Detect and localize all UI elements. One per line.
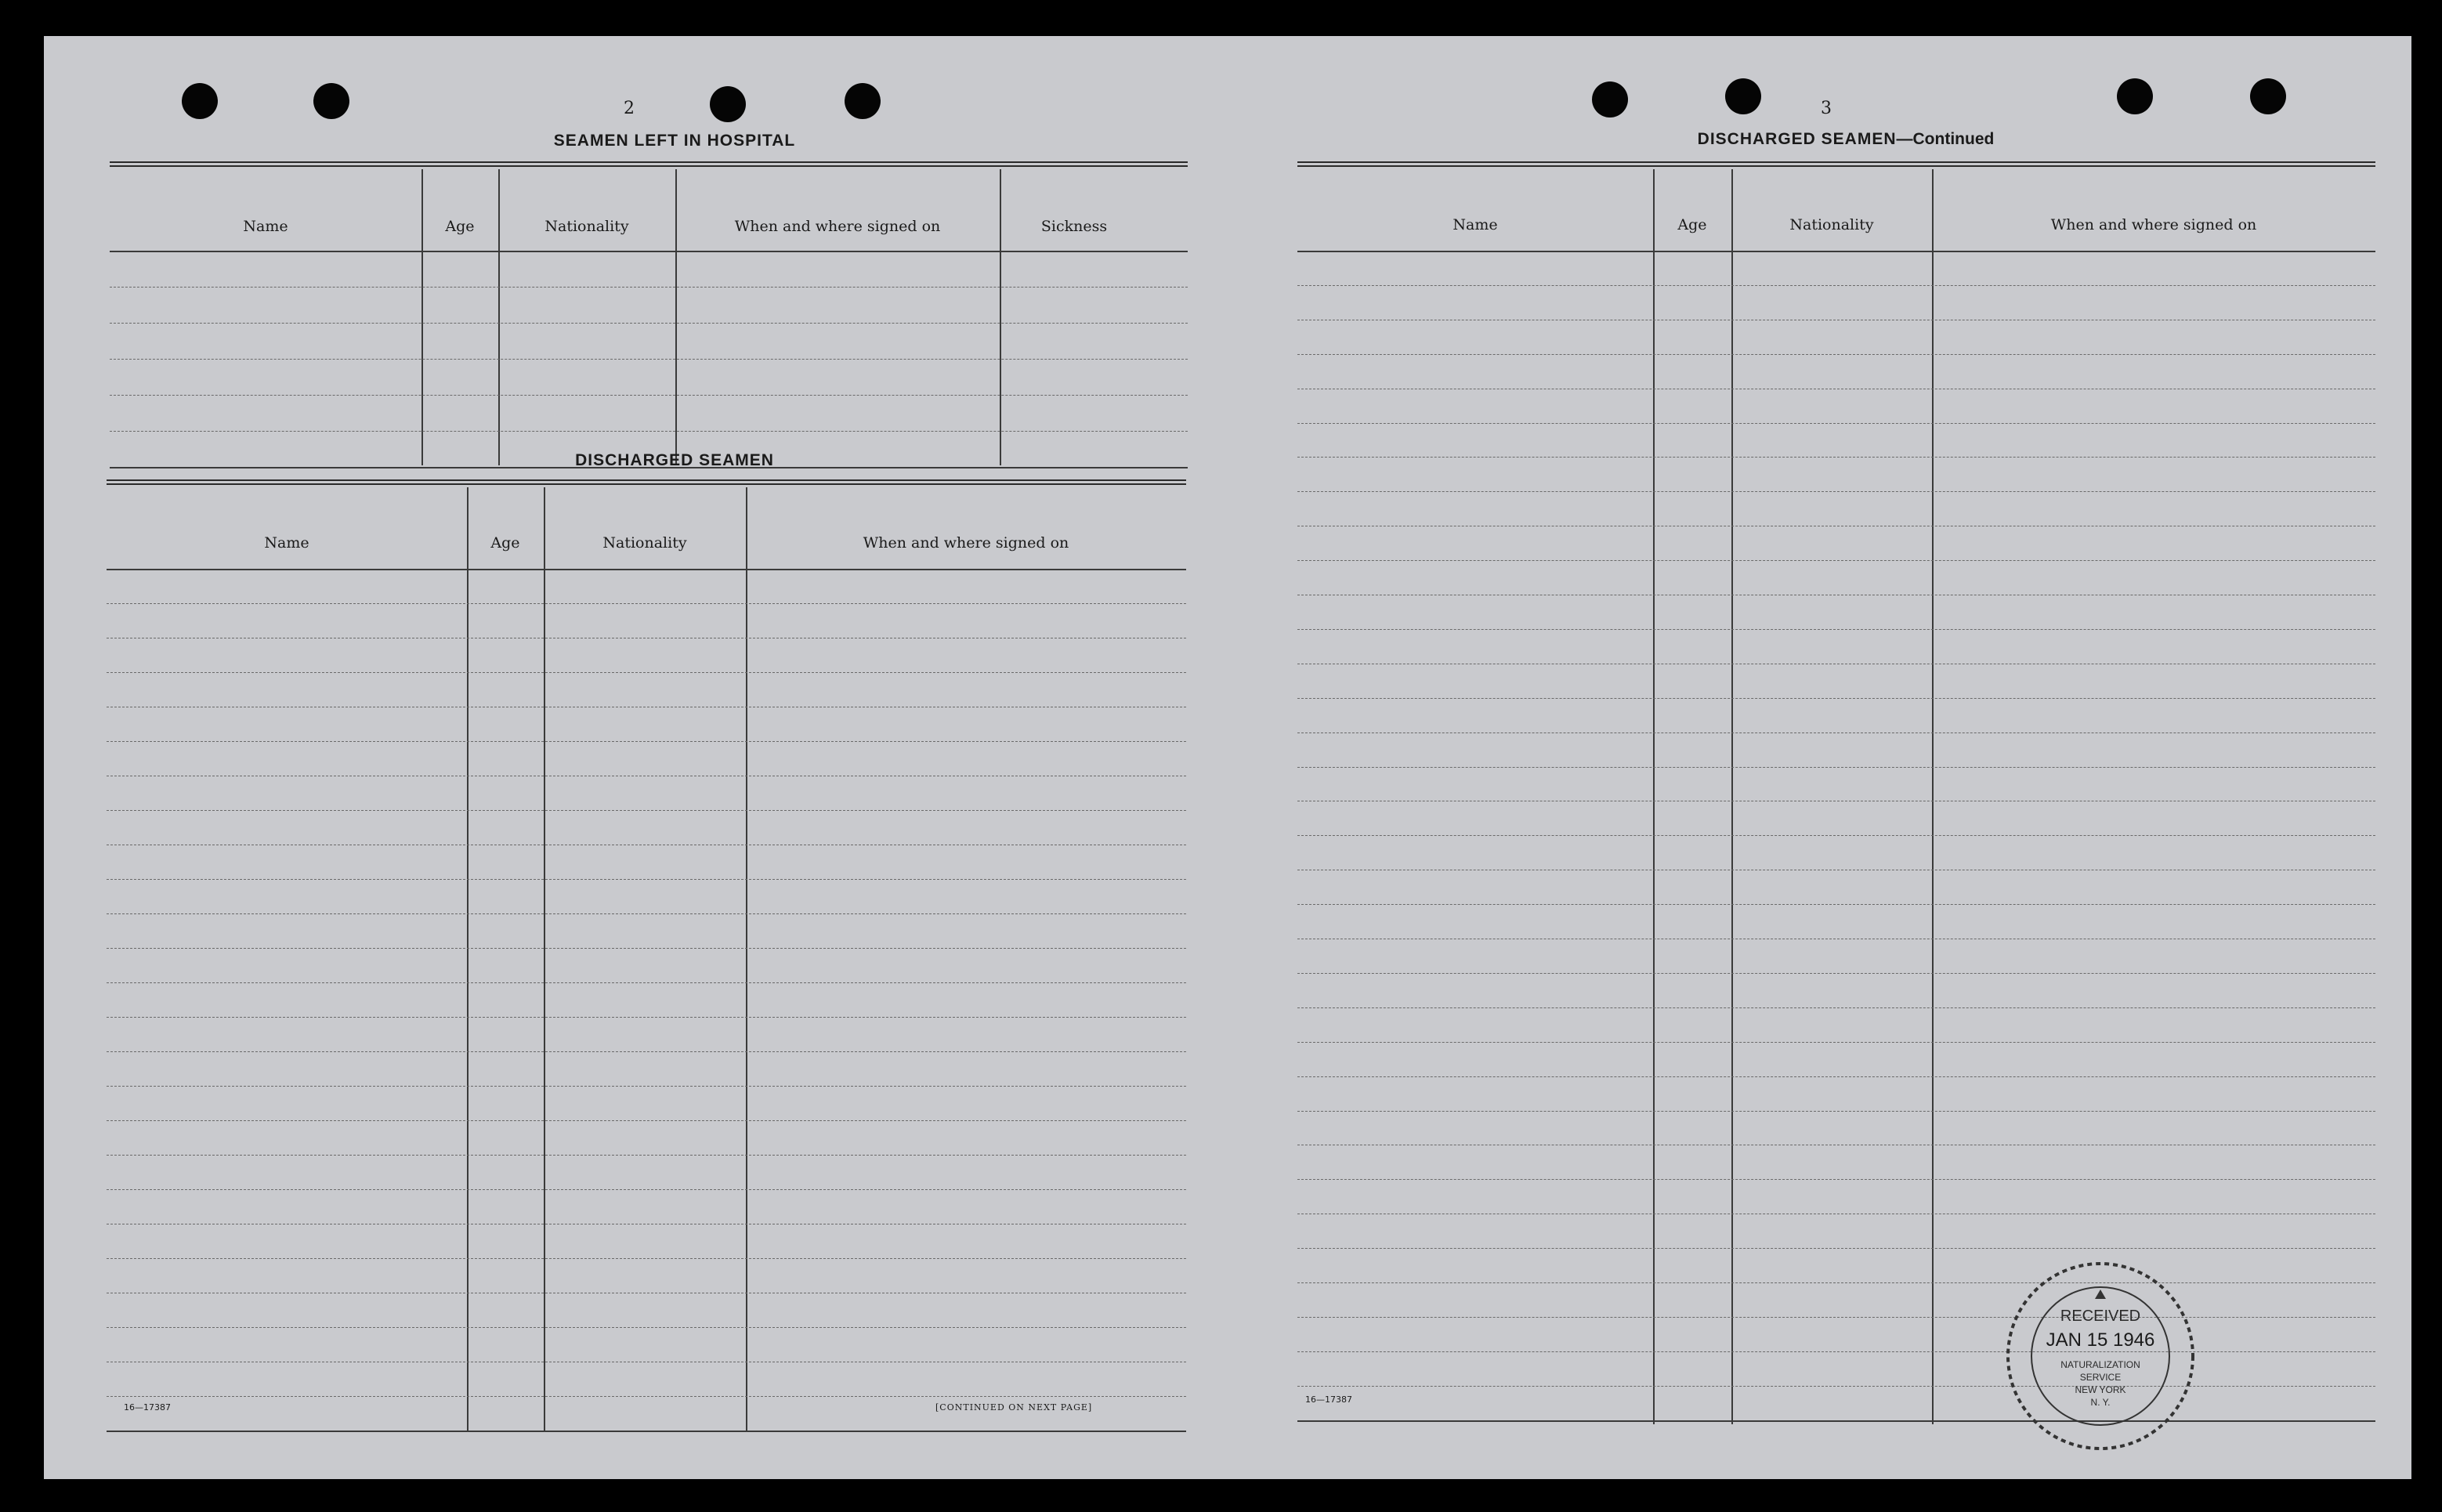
table-row — [1297, 1076, 2375, 1077]
column-header-nationality: Nationality — [1789, 216, 1874, 233]
discharged-continued-table — [1297, 161, 2375, 1424]
table-row — [1297, 354, 2375, 355]
stamp-line-6: N. Y. — [2090, 1397, 2111, 1408]
received-stamp — [2002, 1258, 2198, 1454]
punch-hole — [710, 86, 746, 122]
table-row — [107, 1051, 1186, 1052]
punch-hole — [182, 83, 218, 119]
discharged-continued-suffix: —Continued — [1896, 130, 1995, 148]
stamp-line-3: NATURALIZATION — [2060, 1359, 2140, 1370]
table-row — [107, 1086, 1186, 1087]
table-row — [1297, 835, 2375, 836]
column-header-nationality: Nationality — [544, 218, 629, 235]
table-row — [107, 569, 1186, 570]
punch-hole — [1592, 81, 1628, 118]
column-header-sickness: Sickness — [1040, 218, 1108, 235]
column-header-name: Name — [264, 534, 309, 552]
column-header-name: Name — [1453, 216, 1498, 233]
discharged-section-title: DISCHARGED SEAMEN — [575, 451, 774, 469]
table-row — [110, 359, 1188, 360]
discharged-table — [107, 479, 1186, 1431]
stamp-line-5: NEW YORK — [2075, 1384, 2126, 1395]
column-header-signed-on: When and where signed on — [863, 534, 1069, 552]
table-row — [107, 1327, 1186, 1328]
table-row — [107, 1017, 1186, 1018]
table-row — [1297, 1317, 2375, 1318]
table-row — [107, 879, 1186, 880]
table-row — [1297, 732, 2375, 733]
table-row — [1297, 1179, 2375, 1180]
form-number-left: 16—17387 — [124, 1402, 171, 1413]
page-number-right: 3 — [1821, 99, 1832, 118]
stamp-line-1: RECEIVED — [2060, 1308, 2141, 1325]
table-row — [107, 810, 1186, 811]
column-header-nationality: Nationality — [602, 534, 687, 552]
table-row — [110, 431, 1188, 432]
punch-hole — [1725, 78, 1761, 114]
punch-hole — [2117, 78, 2153, 114]
stamp-line-4: SERVICE — [2079, 1372, 2122, 1383]
continued-note: [CONTINUED ON NEXT PAGE] — [935, 1402, 1093, 1413]
column-header-name: Name — [243, 218, 288, 235]
column-header-age: Age — [445, 218, 475, 235]
column-header-signed-on: When and where signed on — [2050, 216, 2257, 233]
table-row — [1297, 1351, 2375, 1352]
table-row — [1297, 457, 2375, 458]
table-row — [107, 1155, 1186, 1156]
table-row — [1297, 1007, 2375, 1008]
column-header-age: Age — [1677, 216, 1707, 233]
table-row — [107, 1396, 1186, 1397]
table-row — [1297, 423, 2375, 424]
table-row — [1297, 1248, 2375, 1249]
hospital-table — [110, 161, 1188, 465]
table-row — [107, 672, 1186, 673]
table-row — [1297, 251, 2375, 252]
table-row — [107, 741, 1186, 742]
stamp-line-2: JAN 15 1946 — [2046, 1329, 2155, 1351]
table-row — [107, 948, 1186, 949]
table-row — [1297, 560, 2375, 561]
table-row — [110, 251, 1188, 252]
table-row — [1297, 904, 2375, 905]
table-row — [1297, 1282, 2375, 1283]
punch-hole — [2250, 78, 2286, 114]
table-row — [107, 1120, 1186, 1121]
column-header-age: Age — [490, 534, 520, 552]
discharged-continued-title-main: DISCHARGED SEAMEN — [1697, 130, 1897, 148]
form-number-right: 16—17387 — [1305, 1394, 1352, 1405]
table-row — [1297, 1111, 2375, 1112]
discharged-continued-title — [1579, 130, 2112, 149]
table-row — [1297, 629, 2375, 630]
table-row — [107, 1431, 1186, 1432]
punch-hole — [313, 83, 349, 119]
table-row — [1297, 1386, 2375, 1387]
table-row — [110, 395, 1188, 396]
ledger-sheet — [44, 36, 2411, 1479]
page-number-left: 2 — [624, 99, 635, 118]
table-row — [110, 323, 1188, 324]
punch-hole — [845, 83, 881, 119]
table-row — [1297, 767, 2375, 768]
hospital-section-title: SEAMEN LEFT IN HOSPITAL — [553, 132, 796, 150]
column-header-signed-on: When and where signed on — [734, 218, 941, 235]
table-row — [107, 1189, 1186, 1190]
table-row — [1297, 285, 2375, 286]
table-row — [1297, 698, 2375, 699]
table-row — [1297, 1042, 2375, 1043]
table-row — [1297, 973, 2375, 974]
table-row — [107, 1258, 1186, 1259]
table-row — [107, 603, 1186, 604]
table-row — [110, 287, 1188, 288]
table-row — [1297, 1420, 2375, 1422]
table-row — [1297, 491, 2375, 492]
table-row — [107, 982, 1186, 983]
table-row — [107, 913, 1186, 914]
